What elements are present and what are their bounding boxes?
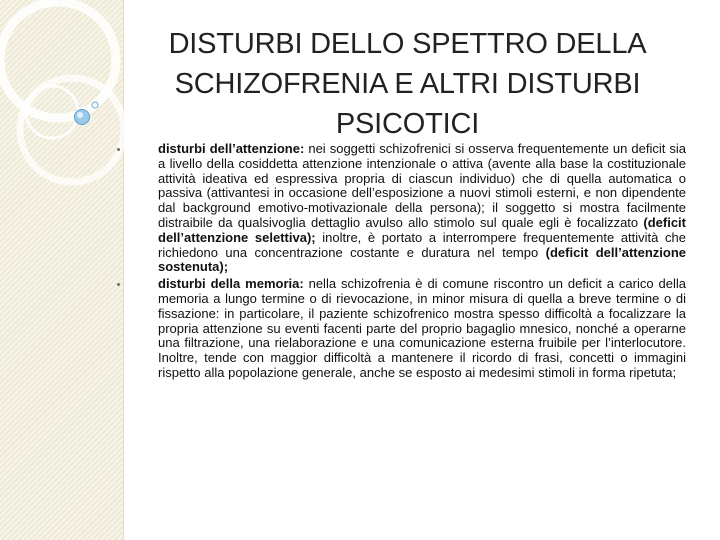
bullet-item-attention xyxy=(114,142,686,275)
bullet-list xyxy=(114,142,686,381)
title-line-3: PSICOTICI xyxy=(335,108,480,140)
slide-title xyxy=(125,24,690,144)
tiny-ring-icon xyxy=(92,102,98,108)
bullet-text-attention-1: nei soggetti schizofrenici si osserva frequentemente un deficit sia a livello della cosiddetta attenzione intenzionale o attiva (avente alla base la costituzionale attività ideativa ed espressiva propria di ciascun individuo) che di quella automatica o passiva (attivantesi in occasione dell’esposizione a nuovi stimoli esterni, e non dipendente dal background emotivo-motivazionale della persona); il soggetto si mostra facilmente distraibile da qualsivoglia dettaglio avulso allo stimolo sul quale egli è focalizzato xyxy=(158,141,686,230)
title-line-1: DISTURBI DELLO SPETTRO DELLA xyxy=(168,28,647,60)
large-ring-icon xyxy=(0,2,116,118)
blue-dot-highlight-icon xyxy=(77,112,83,118)
title-line-2: SCHIZOFRENIA E ALTRI DISTURBI xyxy=(174,68,641,100)
bullet-lead-memory: disturbi della memoria: xyxy=(158,276,304,292)
bullet-bold-attention-2: (deficit dell’attenzione sostenuta); xyxy=(158,244,686,275)
bullet-text-attention-2: inoltre, è portato a interrompere frequentemente attività che richiedono una concentrazione costante e duratura nel tempo xyxy=(158,229,686,260)
bullet-item-memory xyxy=(114,277,686,381)
bullet-dot-icon xyxy=(117,283,120,286)
bullet-text-memory: nella schizofrenia è di comune riscontro un deficit a carico della memoria a lungo termine o di rievocazione, in minor misura di quella a breve termine o di fissazione: in particolare, il paziente schizofrenico mostra spesso difficoltà a focalizzare la propria attenzione su eventi facenti parte del proprio bagaglio mnesico, nonché a operarne una filtrazione, una rielaborazione e una comunicazione esterna fruibile per l’interlocutore. Inoltre, tende con maggior difficoltà a mantenere il ricordo di frasi, concetti o immagini rispetto alla popolazione generale, anche se esposto ai medesimi stimoli in forma ripetuta; xyxy=(158,276,686,380)
bullet-bold-attention-1: (deficit dell’attenzione selettiva); xyxy=(158,214,686,245)
bullet-dot-icon xyxy=(117,148,120,151)
bullet-lead-attention: disturbi dell’attenzione: xyxy=(158,141,305,156)
